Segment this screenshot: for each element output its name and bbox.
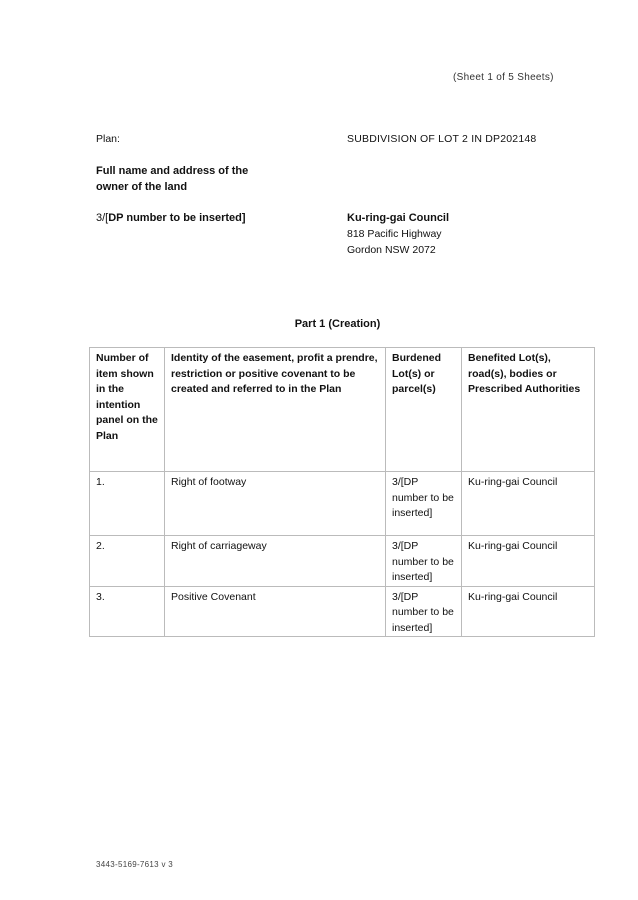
cell-number: 2. [90, 536, 165, 587]
plan-value: SUBDIVISION OF LOT 2 IN DP202148 [347, 133, 537, 145]
dp-prefix: 3/[ [96, 212, 109, 224]
header-item-number: Number of item shown in the intention panel on the Plan [90, 348, 165, 472]
cell-identity: Positive Covenant [165, 586, 386, 637]
part-title: Part 1 (Creation) [294, 318, 381, 330]
owner-label-line2: owner of the land [96, 181, 188, 193]
table-header-row [90, 348, 595, 472]
cell-burdened: 3/[DP number to be inserted] [386, 586, 462, 637]
table-row [90, 536, 595, 587]
plan-label: Plan: [96, 133, 120, 145]
cell-benefited: Ku-ring-gai Council [462, 536, 595, 587]
sheet-indicator: (Sheet 1 of 5 Sheets) [453, 72, 554, 83]
cell-identity: Right of carriageway [165, 536, 386, 587]
cell-number: 3. [90, 586, 165, 637]
easements-table [89, 347, 595, 637]
dp-number-placeholder [96, 210, 246, 226]
header-identity: Identity of the easement, profit a prendre, restriction or positive covenant to be created and referred to in the Plan [165, 348, 386, 472]
cell-benefited: Ku-ring-gai Council [462, 586, 595, 637]
cell-burdened: 3/[DP number to be inserted] [386, 536, 462, 587]
header-burdened: Burdened Lot(s) or parcel(s) [386, 348, 462, 472]
table-row [90, 586, 595, 637]
owner-address-line1: 818 Pacific Highway [347, 228, 442, 240]
cell-identity: Right of footway [165, 472, 386, 536]
owner-label-line1: Full name and address of the [96, 165, 249, 177]
cell-burdened: 3/[DP number to be inserted] [386, 472, 462, 536]
owner-label [96, 163, 296, 195]
cell-number: 1. [90, 472, 165, 536]
dp-bold-text: DP number to be inserted] [108, 212, 246, 224]
cell-benefited: Ku-ring-gai Council [462, 472, 595, 536]
owner-name: Ku-ring-gai Council [347, 212, 450, 224]
table-row [90, 472, 595, 536]
header-benefited: Benefited Lot(s), road(s), bodies or Prescribed Authorities [462, 348, 595, 472]
owner-details [347, 210, 449, 258]
owner-address-line2: Gordon NSW 2072 [347, 244, 436, 256]
document-reference: 3443-5169-7613 v 3 [96, 860, 174, 869]
